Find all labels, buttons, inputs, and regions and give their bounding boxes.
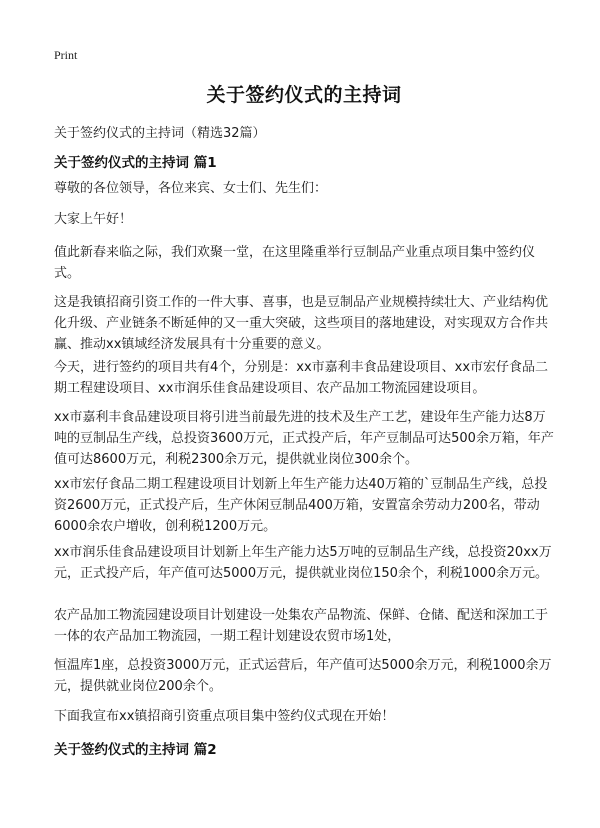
paragraph-project-hongzai: xx市宏仔食品二期工程建设项目计划新上年生产能力达40万箱的`豆制品生产线，总投资2600万元，正式投产后，生产休闲豆制品400万箱，安置富余劳动力200名，带动6000余农户增收，创利税1200万元。 xyxy=(54,477,548,534)
paragraph-cold-storage: 恒温库1座，总投资3000万元，正式运营后，年产值可达5000余万元，利税1000余万元，提供就业岗位200余个。 xyxy=(54,658,552,694)
paragraph-announcement: 下面我宣布xx镇招商引资重点项目集中签约仪式现在开始！ xyxy=(54,709,395,724)
paragraph-project-logistics-park: 农产品加工物流园建设项目计划建设一处集农产品物流、保鲜、仓储、配送和深加工于一体的农产品加工物流园，一期工程计划建设农贸市场1处， xyxy=(54,608,549,644)
paragraph-greeting: 大家上午好！ xyxy=(54,212,133,227)
paragraph-project-jialifeng: xx市嘉利丰食品建设项目将引进当前最先进的技术及生产工艺，建设年生产能力达8万吨的豆制品生产线，总投资3600万元，正式投产后，年产豆制品可达500余万箱，年产值可达8600万元，利税2300余万元，提供就业岗位300余个。 xyxy=(54,410,554,467)
paragraph-occasion: 值此新春来临之际，我们欢聚一堂，在这里隆重举行豆制品产业重点项目集中签约仪式。 xyxy=(54,245,536,281)
page-title: 关于签约仪式的主持词 xyxy=(206,84,402,106)
document-subtitle: 关于签约仪式的主持词（精选32篇） xyxy=(54,126,266,141)
section-heading-1: 关于签约仪式的主持词 篇1 xyxy=(54,155,217,171)
paragraph-project-runlejia: xx市润乐佳食品建设项目计划新上年生产能力达5万吨的豆制品生产线，总投资20xx万元，正式投产后，年产值可达5000万元，提供就业岗位150余个，利税1000余万元。 xyxy=(54,545,552,581)
section-heading-2: 关于签约仪式的主持词 篇2 xyxy=(54,742,217,758)
paragraph-significance: 这是我镇招商引资工作的一件大事、喜事，也是豆制品产业规模持续壮大、产业结构优化升级、产业链条不断延伸的又一重大突破，这些项目的落地建设，对实现双方合作共赢、推动xx镇域经济发展具有十分重要的意义。 xyxy=(54,295,549,352)
paragraph-salutation: 尊敬的各位领导，各位来宾、女士们、先生们： xyxy=(54,181,328,196)
paragraph-project-list: 今天，进行签约的项目共有4个，分别是：xx市嘉利丰食品建设项目、xx市宏仔食品二期工程建设项目、xx市润乐佳食品建设项目、农产品加工物流园建设项目。 xyxy=(54,360,549,396)
print-label: Print xyxy=(54,48,78,62)
